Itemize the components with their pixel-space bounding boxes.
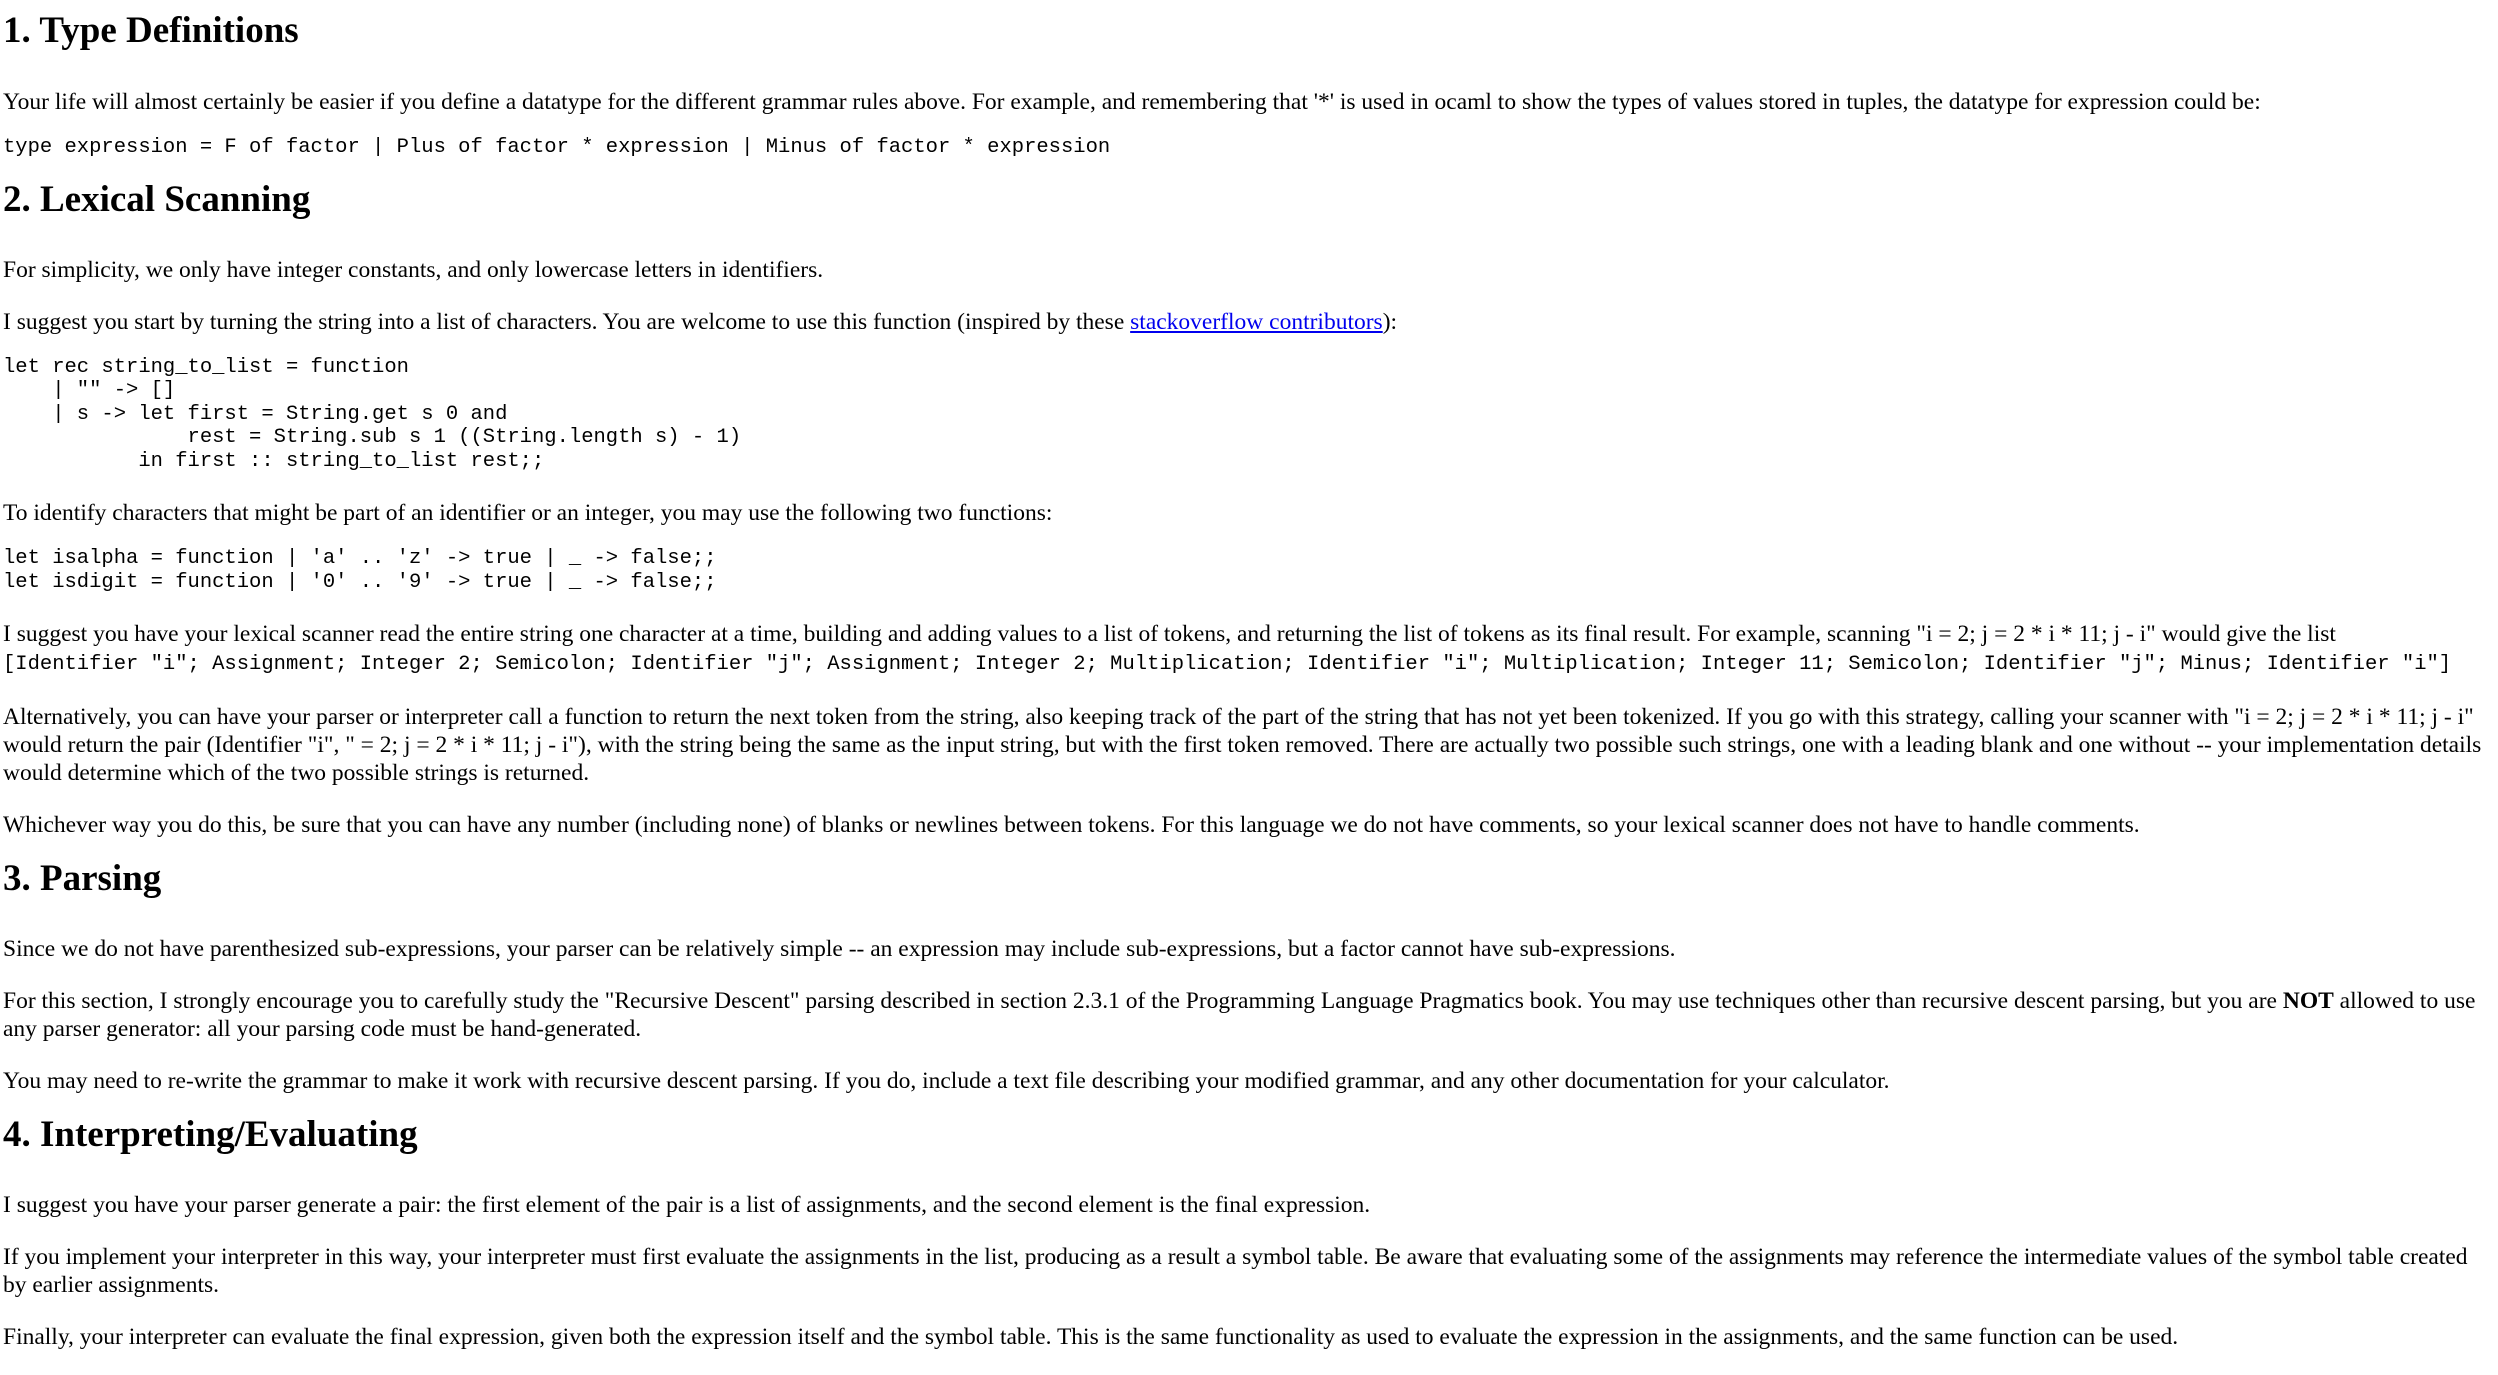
paragraph-token-list <box>3 620 2483 679</box>
paragraph: If you implement your interpreter in this way, your interpreter must first evaluate the assignments in the list, producing as a result a symbol table. Be aware that evaluating some of the assignments may reference the intermediate values of the symbol table created by earlier assignments. <box>3 1244 2468 1298</box>
paragraph: For simplicity, we only have integer constants, and only lowercase letters in identifiers. <box>3 256 824 283</box>
paragraph: Your life will almost certainly be easier if you define a datatype for the different grammar rules above. For example, and remembering that '*' is used in ocaml to show the types of values stored in tuples, the datatype for expression could be: <box>3 89 2261 115</box>
paragraph: You may need to re-write the grammar to make it work with recursive descent parsing. If you do, include a text file describing your modified grammar, and any other documentation for your calculator. <box>3 1068 1890 1094</box>
paragraph-text: ): <box>1382 308 1398 335</box>
paragraph-text: I suggest you have your lexical scanner read the entire string one character at a time, building and adding values to a list of tokens, and returning the list of tokens as its final result. For example, scanning "i = 2; j = 2 * i * 11; j - i" would give the list <box>3 621 2336 647</box>
code-block-string-to-list: let rec string_to_list = function | "" -> [] | s -> let first = String.get s 0 and rest = String.sub s 1 ((String.length s) - 1) in first :: string_to_list rest;; <box>3 355 742 473</box>
paragraph-text: For this section, I strongly encourage you to carefully study the "Recursive Descent" parsing described in section 2.3.1 of the Programming Language Pragmatics book. You may use techniques other than recursive descent parsing, but you are <box>3 988 2283 1014</box>
stackoverflow-contributors-link[interactable]: stackoverflow contributors <box>1130 308 1383 335</box>
paragraph: To identify characters that might be part of an identifier or an integer, you may use the following two functions: <box>3 500 1053 526</box>
emphasis-not: NOT <box>2282 988 2334 1014</box>
token-list-code: [Identifier "i"; Assignment; Integer 2; Semicolon; Identifier "j"; Assignment; Integer 2; Multiplication; Identifier "i"; Multiplication; Integer 11; Semicolon; Identifier "j"; Minus; Identifier "i"] <box>3 653 2452 676</box>
paragraph: Alternatively, you can have your parser or interpreter call a function to return the next token from the string, also keeping track of the part of the string that has not yet been tokenized. If you go with this strategy, calling your scanner with "i = 2; j = 2 * i * 11; j - i" would return the pair (Identifier "i", " = 2; j = 2 * i * 11; j - i"), with the string being the same as the input string, but with the first token removed. There are actually two possible such strings, one with a leading blank and one without -- your implementation details would determine which of the two possible strings is returned. <box>3 704 2482 786</box>
paragraph: Since we do not have parenthesized sub-expressions, your parser can be relatively simple -- an expression may include sub-expressions, but a factor cannot have sub-expressions. <box>3 936 1676 962</box>
section-heading-parsing: 3. Parsing <box>3 858 162 899</box>
paragraph-text: allowed to use any parser generator: all your parsing code must be hand-generated. <box>3 988 2476 1042</box>
code-block-type-expression: type expression = F of factor | Plus of factor * expression | Minus of factor * expression <box>3 136 1111 159</box>
document-body <box>0 9 2483 1351</box>
paragraph: I suggest you have your parser generate a pair: the first element of the pair is a list of assignments, and the second element is the final expression. <box>3 1192 1371 1218</box>
paragraph: Whichever way you do this, be sure that you can have any number (including none) of blanks or newlines between tokens. For this language we do not have comments, so your lexical scanner does not have to handle comments. <box>3 812 2140 838</box>
section-heading-type-definitions: 1. Type Definitions <box>3 10 299 51</box>
paragraph: Finally, your interpreter can evaluate the final expression, given both the expression itself and the symbol table. This is the same functionality as used to evaluate the expression in the assignments, and the same function can be used. <box>3 1324 2179 1350</box>
section-heading-lexical-scanning: 2. Lexical Scanning <box>3 178 311 220</box>
paragraph-text: I suggest you start by turning the string into a list of characters. You are welcome to use this function (inspired by these <box>3 308 1131 335</box>
code-block-isalpha-isdigit: let isalpha = function | 'a' .. 'z' -> true | _ -> false;; let isdigit = function | '0' .. '9' -> true | _ -> false;; <box>3 547 717 594</box>
paragraph-with-link <box>3 308 2483 336</box>
paragraph-with-bold <box>3 987 2483 1043</box>
section-heading-interpreting: 4. Interpreting/Evaluating <box>3 1114 418 1155</box>
